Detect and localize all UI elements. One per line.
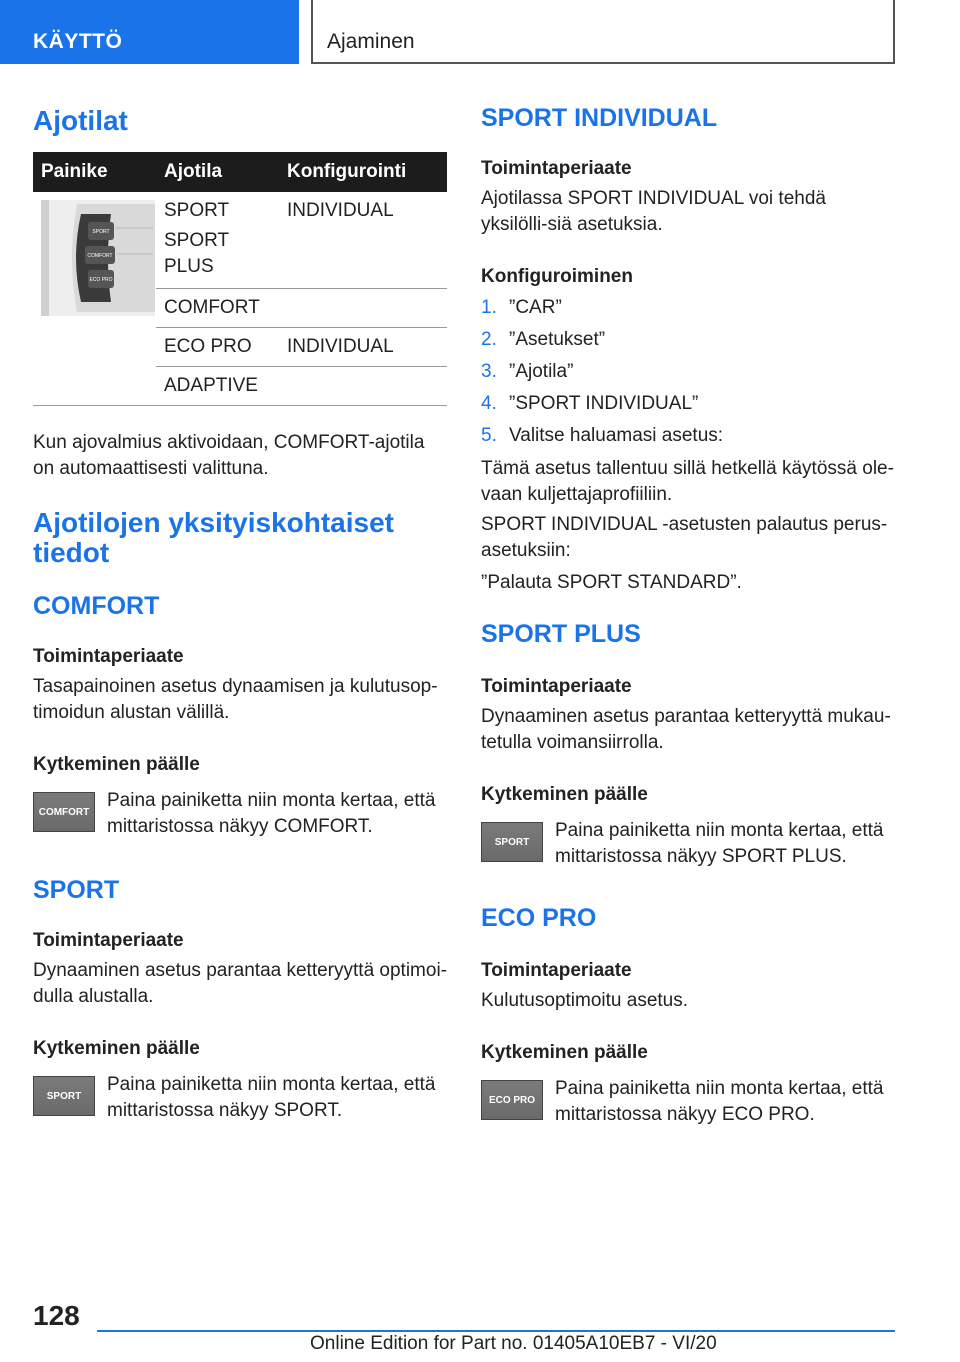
list-item — [481, 324, 895, 356]
mode-cell: ECO PRO — [156, 328, 279, 367]
drive-modes-table — [33, 152, 447, 406]
mode-cell: COMFORT — [156, 289, 279, 328]
config-cell: INDIVIDUAL — [279, 192, 447, 289]
intro-text: Kun ajovalmius aktivoidaan, COMFORT-ajotila on automaattisesti valittuna. — [33, 432, 425, 479]
footer-divider — [97, 1330, 895, 1332]
sportplus-principle-heading: Toimintaperiaate — [481, 676, 632, 697]
sport-title: SPORT — [33, 876, 120, 904]
comfort-button-icon: COMFORT — [33, 792, 95, 832]
section-tab[interactable]: KÄYTTÖ — [0, 0, 299, 64]
details-title-line2: tiedot — [33, 537, 110, 568]
mode-cell: ADAPTIVE — [156, 367, 279, 406]
sportplus-title: SPORT PLUS — [481, 620, 641, 648]
sport-principle-text: Dynaaminen asetus parantaa ketteryyttä optimoi-dulla alustalla. — [33, 960, 447, 1007]
comfort-on-text: Paina painiketta niin monta kertaa, että mittaristossa näkyy COMFORT. — [107, 790, 436, 837]
list-item — [481, 356, 895, 388]
mode-sport: SPORT — [164, 200, 230, 221]
config-cell — [279, 289, 447, 328]
individual-principle-text: Ajotilassa SPORT INDIVIDUAL voi tehdä yksilölli-siä asetuksia. — [481, 188, 826, 235]
list-item — [481, 388, 895, 420]
table-row — [33, 192, 447, 289]
ecopro-on-text: Paina painiketta niin monta kertaa, että mittaristossa näkyy ECO PRO. — [555, 1078, 884, 1125]
steering-label-sport: SPORT — [92, 229, 110, 235]
sportplus-principle-text: Dynaaminen asetus parantaa ketteryyttä mukau-tetulla voimansiirrolla. — [481, 706, 891, 753]
sport-on-text: Paina painiketta niin monta kertaa, että mittaristossa näkyy SPORT. — [107, 1074, 436, 1121]
sportplus-on-heading: Kytkeminen päälle — [481, 784, 648, 805]
sport-button-icon: SPORT — [33, 1076, 95, 1116]
steering-label-ecopro: ECO PRO — [89, 277, 113, 283]
page-number: 128 — [33, 1300, 80, 1331]
details-title-line1: Ajotilojen yksityiskohtaiset — [33, 507, 394, 538]
step-text: ”CAR” — [509, 297, 562, 318]
config-cell: INDIVIDUAL — [279, 328, 447, 367]
footer-edition: Online Edition for Part no. 01405A10EB7 - VI/20 — [310, 1333, 717, 1354]
table-header-button: Painike — [33, 152, 156, 192]
list-item — [481, 292, 895, 324]
ecopro-principle-text: Kulutusoptimoitu asetus. — [481, 990, 689, 1011]
comfort-principle-heading: Toimintaperiaate — [33, 646, 184, 667]
mode-sport-plus: SPORT PLUS — [164, 230, 229, 277]
step-number: 5. — [481, 425, 497, 446]
sportplus-on-text: Paina painiketta niin monta kertaa, että mittaristossa näkyy SPORT PLUS. — [555, 820, 884, 867]
comfort-title: COMFORT — [33, 592, 160, 620]
config-steps-list — [481, 292, 895, 452]
list-item — [481, 420, 895, 452]
steering-button-cell — [33, 192, 156, 406]
comfort-on-heading: Kytkeminen päälle — [33, 754, 200, 775]
individual-note-2: SPORT INDIVIDUAL -asetusten palautus perus-asetuksiin: — [481, 514, 888, 561]
step-number: 4. — [481, 393, 497, 414]
step-text: ”Asetukset” — [509, 329, 606, 350]
table-header-config: Konfigurointi — [279, 152, 447, 192]
chapter-breadcrumb: Ajaminen — [311, 0, 895, 64]
ecopro-title: ECO PRO — [481, 904, 597, 932]
individual-note-3: ”Palauta SPORT STANDARD”. — [481, 572, 742, 593]
step-text: Valitse haluamasi asetus: — [509, 425, 724, 446]
ecopro-principle-heading: Toimintaperiaate — [481, 960, 632, 981]
individual-config-heading: Konfiguroiminen — [481, 266, 633, 287]
section-title-ajotilat: Ajotilat — [33, 105, 128, 136]
table-header-mode: Ajotila — [156, 152, 279, 192]
individual-title: SPORT INDIVIDUAL — [481, 104, 718, 132]
steering-label-comfort: COMFORT — [87, 253, 113, 259]
comfort-principle-text: Tasapainoinen asetus dynaamisen ja kulutusop-timoidun alustan välillä. — [33, 676, 438, 723]
sport-principle-heading: Toimintaperiaate — [33, 930, 184, 951]
step-number: 1. — [481, 297, 497, 318]
individual-note-1: Tämä asetus tallentuu sillä hetkellä käytössä ole-vaan kuljettajaprofiiliin. — [481, 458, 894, 505]
step-number: 2. — [481, 329, 497, 350]
sport-on-heading: Kytkeminen päälle — [33, 1038, 200, 1059]
config-cell — [279, 367, 447, 406]
step-text: ”Ajotila” — [509, 361, 574, 382]
details-title — [33, 508, 447, 568]
ecopro-on-heading: Kytkeminen päälle — [481, 1042, 648, 1063]
sportplus-button-icon: SPORT — [481, 822, 543, 862]
step-number: 3. — [481, 361, 497, 382]
mode-cell — [156, 192, 279, 289]
steering-wheel-buttons-image — [41, 200, 155, 316]
ecopro-button-icon: ECO PRO — [481, 1080, 543, 1120]
individual-principle-heading: Toimintaperiaate — [481, 158, 632, 179]
step-text: ”SPORT INDIVIDUAL” — [509, 393, 699, 414]
